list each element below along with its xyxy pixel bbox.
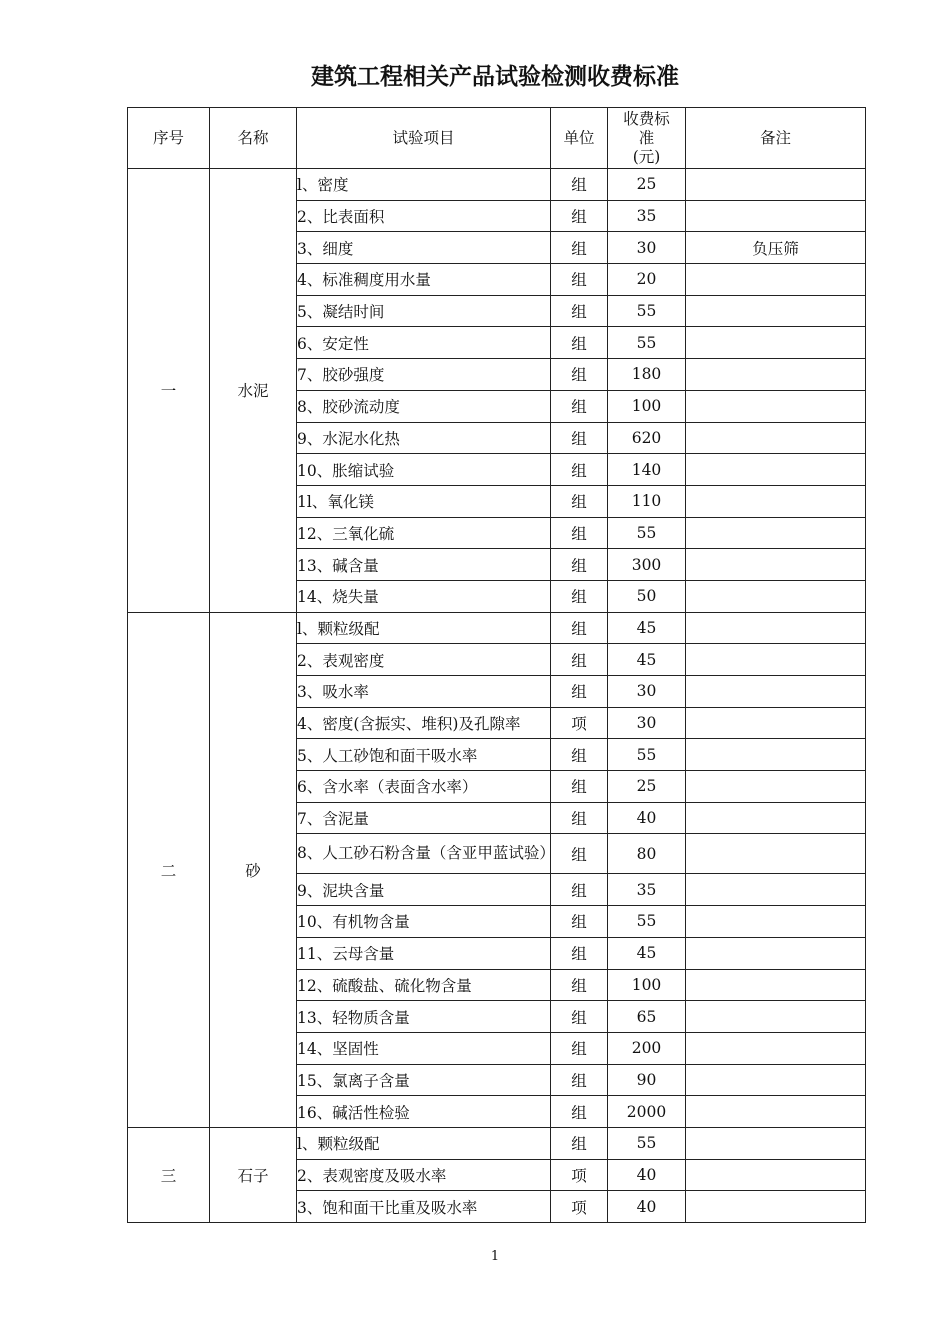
note-cell xyxy=(686,644,866,676)
fee-cell: 45 xyxy=(608,644,686,676)
unit-cell: 组 xyxy=(551,834,608,874)
unit-cell: 组 xyxy=(551,200,608,232)
unit-cell: 组 xyxy=(551,295,608,327)
unit-cell: 项 xyxy=(551,1159,608,1191)
item-cell: 16、碱活性检验 xyxy=(297,1096,551,1128)
fee-table xyxy=(127,107,866,1223)
unit-cell: 组 xyxy=(551,454,608,486)
group-seq-cell: 二 xyxy=(128,612,210,1127)
fee-cell: 65 xyxy=(608,1001,686,1033)
fee-cell: 80 xyxy=(608,834,686,874)
unit-cell: 组 xyxy=(551,969,608,1001)
header-seq: 序号 xyxy=(128,108,210,169)
fee-cell: 50 xyxy=(608,580,686,612)
note-cell xyxy=(686,1001,866,1033)
item-cell: 3、吸水率 xyxy=(297,676,551,708)
note-cell xyxy=(686,1064,866,1096)
item-cell: 3、细度 xyxy=(297,232,551,264)
item-cell: 9、泥块含量 xyxy=(297,874,551,906)
header-item: 试验项目 xyxy=(297,108,551,169)
note-cell xyxy=(686,707,866,739)
note-cell xyxy=(686,1096,866,1128)
header-fee-line: 准 xyxy=(638,128,655,147)
header-unit: 单位 xyxy=(551,108,608,169)
note-cell xyxy=(686,937,866,969)
unit-cell: 组 xyxy=(551,906,608,938)
unit-cell: 组 xyxy=(551,359,608,391)
fee-cell: 2000 xyxy=(608,1096,686,1128)
unit-cell: 组 xyxy=(551,739,608,771)
note-cell xyxy=(686,1159,866,1191)
item-cell: 4、标准稠度用水量 xyxy=(297,264,551,296)
unit-cell: 组 xyxy=(551,1127,608,1159)
note-cell xyxy=(686,390,866,422)
item-cell: 8、胶砂流动度 xyxy=(297,390,551,422)
item-cell: 3、饱和面干比重及吸水率 xyxy=(297,1191,551,1223)
note-cell xyxy=(686,485,866,517)
unit-cell: 组 xyxy=(551,390,608,422)
fee-cell: 110 xyxy=(608,485,686,517)
unit-cell: 组 xyxy=(551,169,608,201)
item-cell: 10、有机物含量 xyxy=(297,906,551,938)
item-cell: l、颗粒级配 xyxy=(297,1127,551,1159)
note-cell xyxy=(686,422,866,454)
note-cell xyxy=(686,580,866,612)
group-seq-cell: 一 xyxy=(128,169,210,613)
item-cell: 7、含泥量 xyxy=(297,802,551,834)
fee-cell: 30 xyxy=(608,232,686,264)
note-cell xyxy=(686,739,866,771)
fee-cell: 55 xyxy=(608,295,686,327)
item-cell: 2、比表面积 xyxy=(297,200,551,232)
header-fee xyxy=(608,108,686,169)
fee-cell: 25 xyxy=(608,771,686,803)
note-cell xyxy=(686,517,866,549)
note-cell xyxy=(686,359,866,391)
note-cell xyxy=(686,771,866,803)
note-cell xyxy=(686,295,866,327)
fee-cell: 90 xyxy=(608,1064,686,1096)
unit-cell: 组 xyxy=(551,676,608,708)
note-cell xyxy=(686,802,866,834)
group-name-cell: 砂 xyxy=(210,612,297,1127)
unit-cell: 组 xyxy=(551,802,608,834)
item-cell: 6、含水率（表面含水率） xyxy=(297,771,551,803)
unit-cell: 组 xyxy=(551,264,608,296)
fee-cell: 25 xyxy=(608,169,686,201)
note-cell xyxy=(686,1127,866,1159)
fee-cell: 620 xyxy=(608,422,686,454)
fee-cell: 55 xyxy=(608,906,686,938)
unit-cell: 组 xyxy=(551,485,608,517)
group-name-cell: 水泥 xyxy=(210,169,297,613)
fee-cell: 140 xyxy=(608,454,686,486)
note-cell xyxy=(686,969,866,1001)
table-row xyxy=(128,169,866,201)
note-cell: 负压筛 xyxy=(686,232,866,264)
note-cell xyxy=(686,1032,866,1064)
unit-cell: 组 xyxy=(551,612,608,644)
item-cell: 14、烧失量 xyxy=(297,580,551,612)
item-cell: 15、氯离子含量 xyxy=(297,1064,551,1096)
unit-cell: 组 xyxy=(551,644,608,676)
note-cell xyxy=(686,264,866,296)
item-cell: 13、轻物质含量 xyxy=(297,1001,551,1033)
fee-cell: 20 xyxy=(608,264,686,296)
note-cell xyxy=(686,549,866,581)
table-row xyxy=(128,1127,866,1159)
item-cell: 12、三氧化硫 xyxy=(297,517,551,549)
fee-cell: 35 xyxy=(608,200,686,232)
fee-cell: 35 xyxy=(608,874,686,906)
fee-cell: 100 xyxy=(608,390,686,422)
item-cell: 2、表观密度 xyxy=(297,644,551,676)
item-cell: 12、硫酸盐、硫化物含量 xyxy=(297,969,551,1001)
header-fee-line: 收费标 xyxy=(623,109,670,128)
table-header-row xyxy=(128,108,866,169)
note-cell xyxy=(686,874,866,906)
header-fee-line: (元) xyxy=(632,147,661,166)
item-cell: 2、表观密度及吸水率 xyxy=(297,1159,551,1191)
fee-cell: 40 xyxy=(608,802,686,834)
page-number: 1 xyxy=(490,1249,500,1264)
item-cell: 10、胀缩试验 xyxy=(297,454,551,486)
fee-cell: 30 xyxy=(608,707,686,739)
fee-cell: 55 xyxy=(608,517,686,549)
item-cell: 11、云母含量 xyxy=(297,937,551,969)
unit-cell: 组 xyxy=(551,517,608,549)
note-cell xyxy=(686,834,866,874)
table-row xyxy=(128,612,866,644)
fee-cell: 45 xyxy=(608,612,686,644)
unit-cell: 组 xyxy=(551,1001,608,1033)
unit-cell: 项 xyxy=(551,707,608,739)
note-cell xyxy=(686,676,866,708)
unit-cell: 组 xyxy=(551,874,608,906)
item-cell: 5、人工砂饱和面干吸水率 xyxy=(297,739,551,771)
unit-cell: 组 xyxy=(551,422,608,454)
item-cell: 1l、氧化镁 xyxy=(297,485,551,517)
item-cell: 13、碱含量 xyxy=(297,549,551,581)
unit-cell: 组 xyxy=(551,771,608,803)
fee-cell: 55 xyxy=(608,739,686,771)
unit-cell: 组 xyxy=(551,327,608,359)
fee-cell: 55 xyxy=(608,327,686,359)
unit-cell: 组 xyxy=(551,1032,608,1064)
unit-cell: 组 xyxy=(551,1064,608,1096)
fee-cell: 40 xyxy=(608,1191,686,1223)
item-cell: 8、人工砂石粉含量（含亚甲蓝试验） xyxy=(297,834,551,874)
unit-cell: 组 xyxy=(551,580,608,612)
unit-cell: 组 xyxy=(551,549,608,581)
page-title: 建筑工程相关产品试验检测收费标准 xyxy=(311,64,679,90)
fee-cell: 45 xyxy=(608,937,686,969)
table-body xyxy=(128,169,866,1223)
fee-cell: 55 xyxy=(608,1127,686,1159)
item-cell: l、密度 xyxy=(297,169,551,201)
item-cell: 4、密度(含振实、堆积)及孔隙率 xyxy=(297,707,551,739)
fee-cell: 200 xyxy=(608,1032,686,1064)
item-cell: l、颗粒级配 xyxy=(297,612,551,644)
group-name-cell: 石子 xyxy=(210,1127,297,1222)
note-cell xyxy=(686,612,866,644)
note-cell xyxy=(686,454,866,486)
item-cell: 5、凝结时间 xyxy=(297,295,551,327)
note-cell xyxy=(686,906,866,938)
group-seq-cell: 三 xyxy=(128,1127,210,1222)
fee-cell: 40 xyxy=(608,1159,686,1191)
note-cell xyxy=(686,200,866,232)
note-cell xyxy=(686,1191,866,1223)
item-cell: 7、胶砂强度 xyxy=(297,359,551,391)
item-cell: 14、坚固性 xyxy=(297,1032,551,1064)
item-cell: 6、安定性 xyxy=(297,327,551,359)
header-name: 名称 xyxy=(210,108,297,169)
header-note: 备注 xyxy=(686,108,866,169)
fee-cell: 180 xyxy=(608,359,686,391)
unit-cell: 项 xyxy=(551,1191,608,1223)
note-cell xyxy=(686,327,866,359)
fee-cell: 300 xyxy=(608,549,686,581)
fee-cell: 30 xyxy=(608,676,686,708)
unit-cell: 组 xyxy=(551,937,608,969)
note-cell xyxy=(686,169,866,201)
item-cell: 9、水泥水化热 xyxy=(297,422,551,454)
unit-cell: 组 xyxy=(551,232,608,264)
fee-cell: 100 xyxy=(608,969,686,1001)
unit-cell: 组 xyxy=(551,1096,608,1128)
